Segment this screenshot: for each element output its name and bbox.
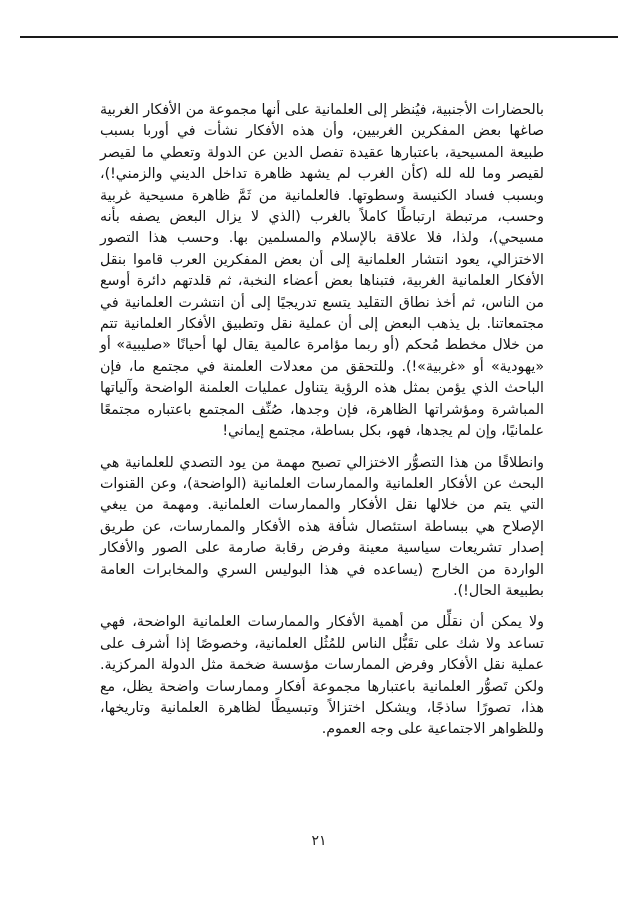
paragraph-3: ولا يمكن أن نقلِّل من أهمية الأفكار والممارسات العلمانية الواضحة، فهي تساعد ولا شك على تقَبُّل الناس للمُثُل العلمانية، وخصوصًا إذا أشرف على عملية نقل الأفكار وفرض الممارسات مؤسسة ضخمة مثل الدولة المركزية. ولكن تَصوُّر العلمانية باعتبارها مجموعة أفكار وممارسات واضحة يظل، مع هذا، تصورًا ساذجًا، ويشكل اختزالاً وتبسيطًا لظاهرة العلمانية وتاريخها، وللظواهر الاجتماعية على وجه العموم.: [100, 614, 544, 738]
page-number: ٢١: [311, 833, 327, 849]
top-rule: [20, 36, 618, 38]
paragraph-1: بالحضارات الأجنبية، فيُنظر إلى العلمانية على أنها مجموعة من الأفكار الغربية صاغها بعض المفكرين الغربيين، وأن هذه الأفكار نشأت في أوربا بسبب طبيعة المسيحية، باعتبارها عقيدة تفصل الدين عن الدولة وتعطي ما لقيصر لقيصر وما لله لله (كأن الغرب لم يشهد ظاهرة تداخل الديني والزمني!)، وبسبب فساد الكنيسة وسطوتها. فالعلمانية من ثَمَّ ظاهرة مسيحية غربية وحسب، مرتبطة ارتباطًا كاملاً بالغرب (الذي لا يزال البعض يصفه بأنه مسيحي)، ولذا، فلا علاقة بالإسلام والمسلمين بها. وحسب هذا التصور الاختزالي، يعود انتشار العلمانية إلى أن بعض المفكرين العرب قاموا بنقل الأفكار العلمانية الغربية، فتبناها بعض أعضاء النخبة، ثم قلدتهم دائرة أوسع من الناس، ثم أخذ نطاق التقليد يتسع تدريجيًا إلى أن انتشرت العلمانية في مجتمعاتنا. بل يذهب البعض إلى أن عملية نقل وتطبيق الأفكار العلمانية تتم من خلال مخطط مُحكم (أو ربما مؤامرة عالمية يقال لها أحيانًا «صليبية» أو «يهودية» أو «غربية»!). وللتحقق من معدلات العلمنة في مجتمع ما، فإن الباحث الذي يؤمن بمثل هذه الرؤية يتناول عمليات العلمنة الواضحة وآلياتها المباشرة ومؤشراتها الظاهرة، فإن وجدها، صُنِّف المجتمع باعتباره مجتمعًا علمانيًا، وإن لم يجدها، فهو، بكل بساطة، مجتمع إيماني!: [100, 102, 544, 440]
paragraph-2: وانطلاقًا من هذا التصوُّر الاختزالي تصبح مهمة من يود التصدي للعلمانية هي البحث عن الأفكار العلمانية والممارسات العلمانية (الواضحة)، وعن القنوات التي يتم من خلالها نقل الأفكار والممارسات العلمانية. ومهمة من يبغي الإصلاح هي ببساطة استئصال شأفة هذه الأفكار والممارسات، عن طريق إصدار تشريعات سياسية معينة وفرض رقابة صارمة على الصور والأفكار الواردة من الخارج (يساعده في هذا البوليس السري والمخابرات العامة بطبيعة الحال!).: [100, 454, 544, 599]
page-body: [100, 100, 544, 741]
